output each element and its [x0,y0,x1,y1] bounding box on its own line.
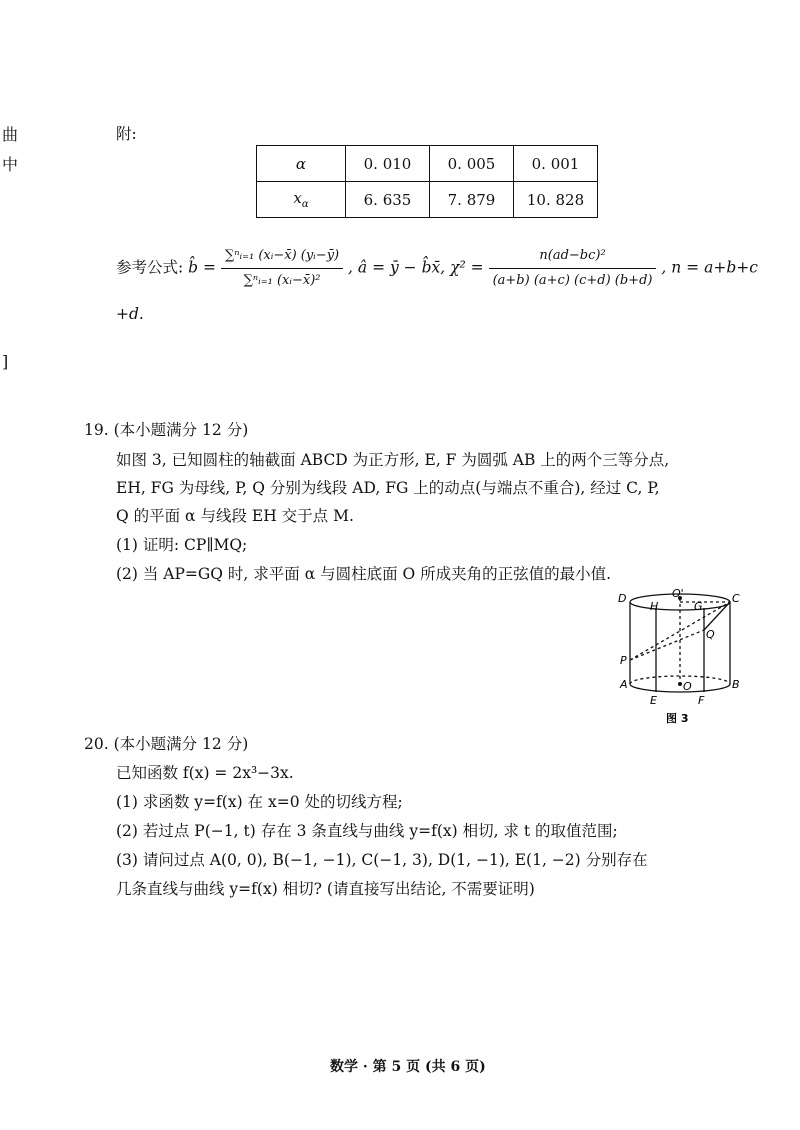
q20-part-3: (3) 请问过点 A(0, 0), B(−1, −1), C(−1, 3), D(1, −1), E(1, −2) 分别存在 [116,851,648,869]
label-o1: O' [672,588,684,600]
point-o [678,682,682,686]
table-cell: 10. 828 [514,182,598,218]
appendix-label: 附: [116,125,137,143]
label-p: P [620,654,627,667]
chi-numerator: n(ad−bc)² [489,246,657,269]
row-label-sub: α [301,199,309,210]
label-d: D [618,592,627,605]
q19-line-1: 如图 3, 已知圆柱的轴截面 ABCD 为正方形, E, F 为圆弧 AB 上的两个三等分点, [116,451,670,469]
b-numerator: ∑ⁿᵢ₌₁ (xᵢ−x̄) (yᵢ−ȳ) [221,246,343,269]
q19-part-1: (1) 证明: CP∥MQ; [116,536,248,554]
label-h: H [650,600,659,613]
table-cell-row-label [257,182,346,218]
table-cell: 0. 001 [514,146,598,182]
q19-line-3: Q 的平面 α 与线段 EH 交于点 M. [116,507,354,525]
b-denominator: ∑ⁿᵢ₌₁ (xᵢ−x̄)² [243,273,321,288]
q19-header: 19. (本小题满分 12 分) [84,421,249,439]
table-row [257,146,598,182]
margin-mark-1: 曲 [2,125,19,144]
table-cell: 6. 635 [346,182,430,218]
page-footer: 数学 · 第 5 页 (共 6 页) [330,1059,486,1075]
label-c: C [732,592,740,605]
label-a: A [620,678,628,691]
q20-intro: 已知函数 f(x) = 2x³−3x. [116,764,294,782]
line-pq [630,630,704,660]
label-o: O [683,680,692,693]
n-definition-cont: +d. [116,305,144,323]
table-cell: α [257,146,346,182]
formula-line [116,246,758,291]
b-hat: b̂ = [188,258,217,277]
line-qc [704,602,730,630]
table-cell: 0. 010 [346,146,430,182]
margin-mark-2: 中 [2,155,19,174]
label-q: Q [706,628,715,641]
label-e: E [650,694,657,707]
label-b: B [732,678,740,691]
chi-fraction [489,246,657,291]
q19-line-2: EH, FG 为母线, P, Q 分别为线段 AD, FG 上的动点(与端点不重合), 经过 C, P, [116,479,660,497]
q19-part-2: (2) 当 AP=GQ 时, 求平面 α 与圆柱底面 O 所成夹角的正弦值的最小值. [116,565,612,583]
figure-caption: 图 3 [666,712,689,725]
row-label: x [293,189,302,207]
b-fraction [221,246,343,291]
q20-part-1: (1) 求函数 y=f(x) 在 x=0 处的切线方程; [116,793,403,811]
table-row [257,182,598,218]
margin-mark-3: ] [2,352,9,371]
label-g: G [694,600,703,613]
q20-part-2: (2) 若过点 P(−1, t) 存在 3 条直线与曲线 y=f(x) 相切, 求 t 的取值范围; [116,822,618,840]
q20-header: 20. (本小题满分 12 分) [84,735,249,753]
table-cell: 0. 005 [430,146,514,182]
chi-square: χ² = [450,258,484,277]
formula-label: 参考公式: [116,258,184,277]
a-hat: , â = ȳ − b̂x̄, [348,258,446,277]
table-cell: 7. 879 [430,182,514,218]
chi-denominator: (a+b) (a+c) (c+d) (b+d) [492,273,653,288]
label-f: F [698,694,705,707]
n-definition: , n = a+b+c [661,258,758,277]
cylinder-figure [612,588,752,728]
critical-value-table [256,145,598,218]
q20-part-3-cont: 几条直线与曲线 y=f(x) 相切? (请直接写出结论, 不需要证明) [116,880,535,898]
